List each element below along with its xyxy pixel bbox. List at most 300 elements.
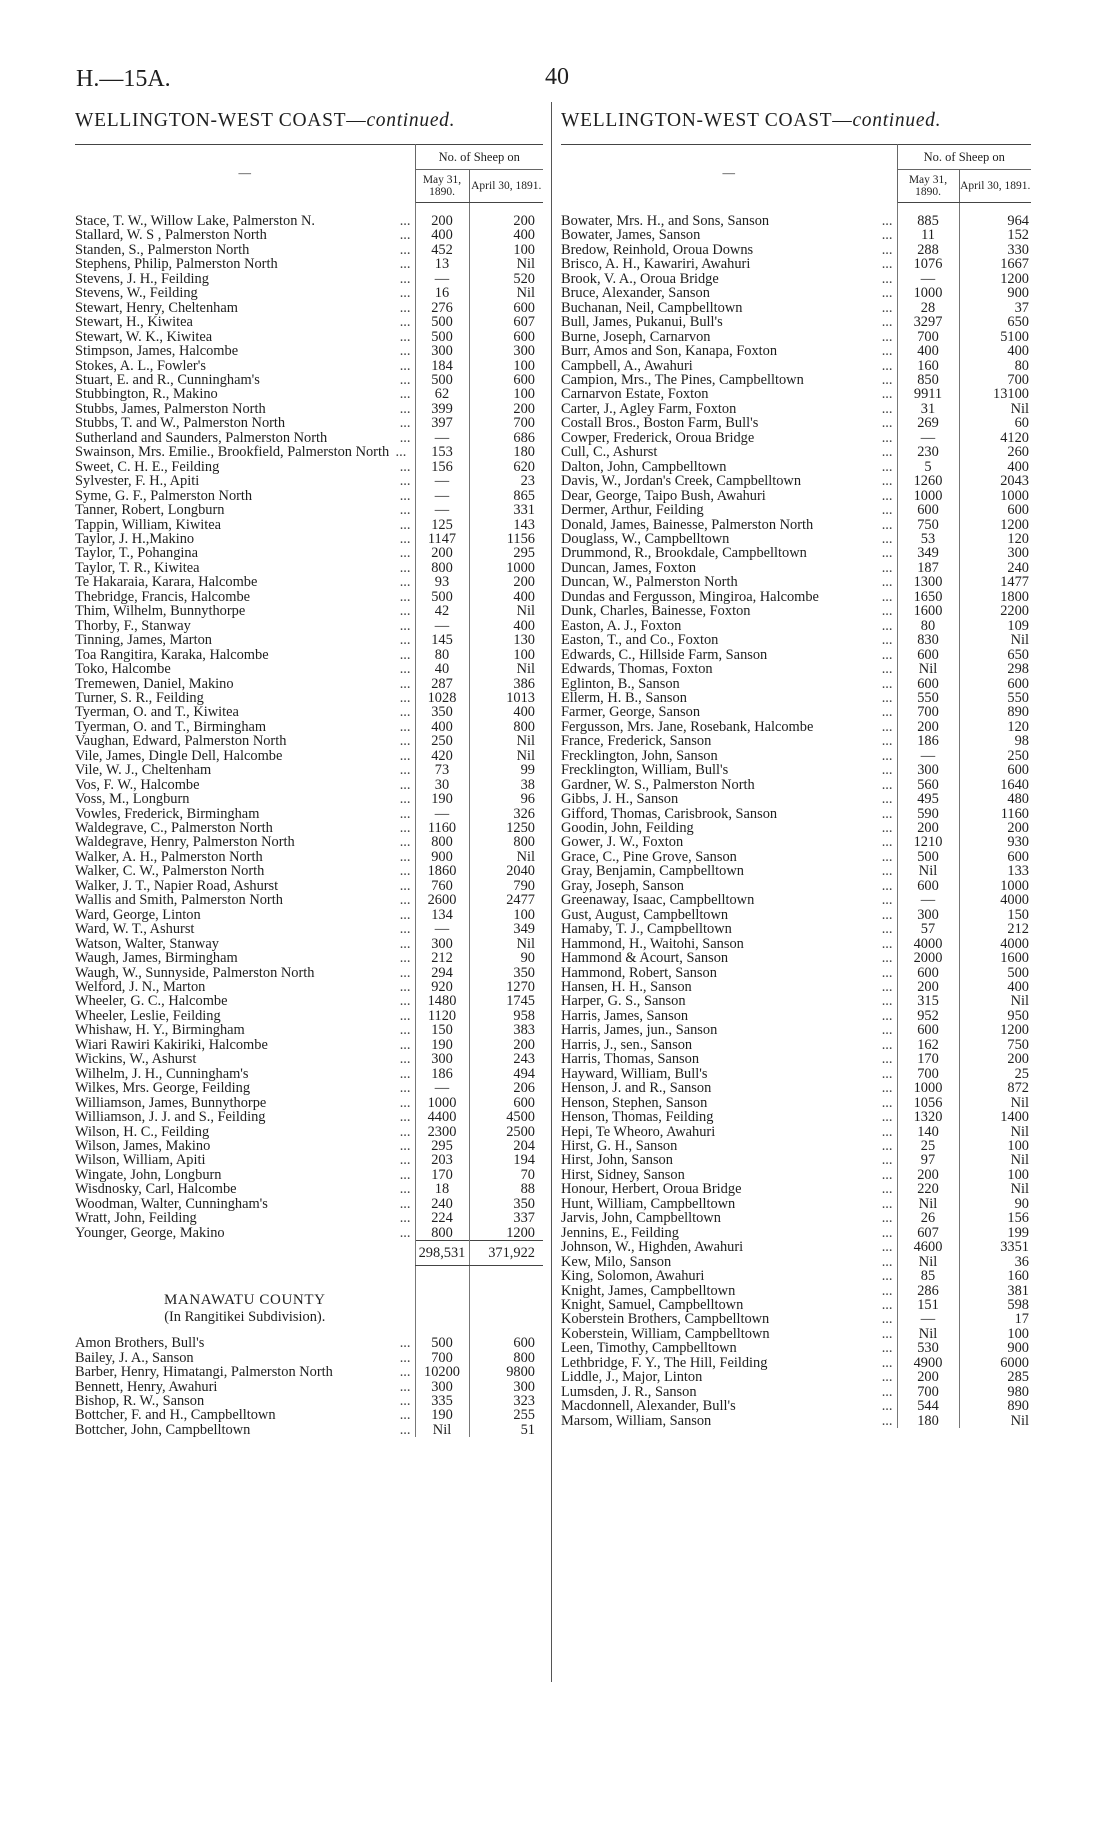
- leader-dots: ...: [879, 243, 893, 257]
- sheep-april-1891-cell: 800: [513, 835, 535, 850]
- sheep-may-1890-cell: 269: [897, 416, 959, 430]
- owner-name-text: Wickins, W., Ashurst: [75, 1052, 197, 1067]
- leader-dots: ...: [879, 763, 893, 777]
- owner-name-cell: [75, 575, 415, 589]
- sheep-may-1890-cell: 560: [897, 778, 959, 792]
- owner-name-text: Tremewen, Daniel, Makino: [75, 676, 234, 691]
- sheep-count-header: No. of Sheep on: [897, 145, 1031, 170]
- owner-name-cell: [561, 1009, 897, 1023]
- sheep-may-1890-cell: 600: [897, 879, 959, 893]
- owner-name-text: Hammond, H., Waitohi, Sanson: [561, 936, 744, 952]
- owner-name-text: Sweet, C. H. E., Feilding: [75, 459, 220, 475]
- right-column: [561, 110, 1031, 1428]
- table-row: [561, 951, 1031, 965]
- owner-name-text: Gower, J. W., Foxton: [561, 835, 684, 850]
- table-row: [75, 1125, 543, 1139]
- sheep-april-1891-cell: 337: [513, 1211, 535, 1226]
- owner-name-cell: [561, 937, 897, 951]
- owner-name-text: France, Frederick, Sanson: [561, 734, 712, 749]
- owner-name-cell: [75, 1182, 415, 1196]
- sheep-april-1891-cell: 598: [1007, 1297, 1029, 1313]
- leader-dots: ...: [397, 1394, 411, 1408]
- table-row: [75, 445, 543, 459]
- owner-name-text: Ellerm, H. B., Sanson: [561, 690, 687, 706]
- sheep-april-1891-cell: 600: [1007, 503, 1029, 518]
- table-row: [75, 416, 543, 430]
- owner-name-text: Wiari Rawiri Kakiriki, Halcombe: [75, 1037, 268, 1053]
- owner-name-text: Koberstein, William, Campbelltown: [561, 1326, 770, 1342]
- sheep-may-1890-cell: 300: [897, 908, 959, 922]
- sheep-april-1891-cell: 2500: [506, 1124, 535, 1139]
- sheep-april-1891-cell: 100: [1007, 1139, 1029, 1154]
- table-row: [561, 373, 1031, 387]
- sheep-april-1891-cell: 1640: [1000, 777, 1029, 793]
- total-april-1891: 371,922: [469, 1241, 543, 1266]
- leader-dots: ...: [397, 1139, 411, 1153]
- sheep-april-1891-cell: 6000: [1000, 1355, 1029, 1371]
- table-row: [561, 850, 1031, 864]
- owner-name-text: Burr, Amos and Son, Kanapa, Foxton: [561, 344, 778, 359]
- sheep-april-1891-cell: 1156: [506, 531, 535, 547]
- sheep-april-1891-cell: 285: [1007, 1370, 1029, 1385]
- table-row: [561, 203, 1031, 229]
- sheep-april-1891-cell: 1200: [1000, 517, 1029, 532]
- sheep-april-1891-cell: 1800: [1000, 589, 1029, 605]
- sheep-may-1890-cell: 276: [415, 301, 469, 315]
- right-title-text: WELLINGTON-WEST COAST—: [561, 110, 853, 131]
- owner-name-text: Wratt, John, Feilding: [75, 1211, 197, 1226]
- sheep-may-1890-cell: 2000: [897, 951, 959, 965]
- sheep-april-1891-cell: 60: [1014, 416, 1029, 431]
- sheep-may-1890-cell: 28: [897, 301, 959, 315]
- owner-name-text: Henson, Stephen, Sanson: [561, 1095, 708, 1111]
- table-row: [75, 1408, 543, 1422]
- sheep-may-1890-cell: —: [415, 431, 469, 445]
- sheep-april-1891-cell: 600: [513, 1095, 535, 1111]
- sheep-april-1891-cell: 300: [1007, 546, 1029, 561]
- sheep-may-1890-cell: 170: [897, 1052, 959, 1066]
- leader-dots: ...: [879, 1197, 893, 1211]
- owner-name-cell: [561, 1168, 897, 1182]
- sheep-april-1891-cell: 480: [1007, 792, 1029, 807]
- sheep-may-1890-cell: Nil: [897, 864, 959, 878]
- owner-name-text: Knight, Samuel, Campbelltown: [561, 1297, 744, 1313]
- sheep-april-1891-cell: 350: [513, 1196, 535, 1212]
- owner-name-text: Macdonnell, Alexander, Bull's: [561, 1399, 736, 1414]
- sheep-may-1890-cell: 700: [415, 1351, 469, 1365]
- sheep-april-1891-cell: Nil: [1010, 1182, 1029, 1197]
- owner-name-cell: [561, 431, 897, 445]
- table-row: [561, 893, 1031, 907]
- sheep-april-1891-cell: 160: [1007, 1269, 1029, 1284]
- owner-name-cell: [75, 720, 415, 734]
- owner-name-cell: [561, 705, 897, 719]
- sheep-april-1891-cell: 386: [513, 676, 535, 691]
- owner-name-cell: [75, 286, 415, 300]
- owner-name-text: Tappin, William, Kiwitea: [75, 517, 222, 532]
- sheep-april-1891-cell: Nil: [516, 748, 535, 764]
- sheep-may-1890-cell: 286: [897, 1284, 959, 1298]
- table-row: [561, 1168, 1031, 1182]
- owner-name-text: Te Hakaraia, Karara, Halcombe: [75, 575, 258, 590]
- sheep-may-1890-cell: 240: [415, 1197, 469, 1211]
- leader-dots: ...: [879, 1211, 893, 1225]
- owner-name-cell: [561, 980, 897, 994]
- leader-dots: ...: [879, 749, 893, 763]
- leader-dots: ...: [397, 503, 411, 517]
- owner-name-text: Tyerman, O. and T., Birmingham: [75, 719, 267, 735]
- sheep-april-1891-cell: 4120: [1000, 430, 1029, 446]
- sheep-april-1891-cell: 200: [513, 1037, 535, 1053]
- table-row: [561, 489, 1031, 503]
- sheep-april-1891-cell: 9800: [506, 1365, 535, 1380]
- sheep-april-1891-cell: 700: [1007, 372, 1029, 388]
- owner-name-cell: [561, 402, 897, 416]
- leader-dots: ...: [879, 994, 893, 1008]
- sheep-may-1890-cell: 200: [897, 1168, 959, 1182]
- sheep-april-1891-cell: 133: [1007, 864, 1029, 879]
- table-row: [75, 763, 543, 777]
- leader-dots: ...: [397, 330, 411, 344]
- table-row: [561, 937, 1031, 951]
- sheep-may-1890-cell: 212: [415, 951, 469, 965]
- sheep-april-1891-cell: 400: [1007, 344, 1029, 359]
- leader-dots: ...: [397, 1365, 411, 1379]
- owner-name-cell: [75, 807, 415, 821]
- table-row: [561, 1370, 1031, 1384]
- leader-dots: ...: [397, 460, 411, 474]
- owner-name-text: Campbell, A., Awahuri: [561, 358, 693, 373]
- leader-dots: ...: [879, 286, 893, 300]
- owner-name-cell: [75, 879, 415, 893]
- sheep-april-1891-cell: 686: [513, 430, 535, 446]
- sheep-april-1891-cell: 3351: [1000, 1240, 1029, 1255]
- leader-dots: ...: [397, 821, 411, 835]
- sheep-may-1890-cell: 93: [415, 575, 469, 589]
- sheep-may-1890-cell: 300: [897, 763, 959, 777]
- sheep-may-1890-cell: 399: [415, 402, 469, 416]
- sheep-april-1891-cell: 90: [1014, 1196, 1029, 1212]
- owner-name-cell: [75, 532, 415, 546]
- owner-name-cell: [75, 966, 415, 980]
- owner-name-text: Watson, Walter, Stanway: [75, 936, 219, 952]
- owner-name-text: Leen, Timothy, Campbelltown: [561, 1341, 737, 1356]
- sheep-april-1891-cell: 90: [520, 951, 535, 966]
- leader-dots: ...: [879, 705, 893, 719]
- name-column-header: —: [561, 145, 897, 203]
- sheep-may-1890-cell: 160: [897, 359, 959, 373]
- sheep-april-1891-cell: 1250: [506, 821, 535, 836]
- leader-dots: ...: [879, 1240, 893, 1254]
- sheep-may-1890-cell: 190: [415, 792, 469, 806]
- sheep-may-1890-cell: 700: [897, 1385, 959, 1399]
- table-row: [561, 648, 1031, 662]
- owner-name-cell: [75, 1067, 415, 1081]
- leader-dots: ...: [879, 937, 893, 951]
- owner-name-cell: [561, 1370, 897, 1384]
- table-row: [561, 1414, 1031, 1428]
- table-row: [561, 821, 1031, 835]
- april-1891-header: April 30, 1891.: [959, 170, 1031, 203]
- owner-name-cell: [561, 850, 897, 864]
- sheep-may-1890-cell: 220: [897, 1182, 959, 1196]
- table-row: [75, 1168, 543, 1182]
- sheep-may-1890-cell: 250: [415, 734, 469, 748]
- sheep-april-1891-cell: 383: [513, 1023, 535, 1038]
- sheep-april-1891-cell: Nil: [1010, 1153, 1029, 1168]
- leader-dots: ...: [397, 1067, 411, 1081]
- leader-dots: ...: [397, 864, 411, 878]
- leader-dots: ...: [397, 937, 411, 951]
- owner-name-cell: [75, 619, 415, 633]
- leader-dots: ...: [879, 1226, 893, 1240]
- owner-name-cell: [561, 561, 897, 575]
- sheep-may-1890-cell: 200: [897, 821, 959, 835]
- leader-dots: ...: [397, 387, 411, 401]
- owner-name-cell: [75, 1038, 415, 1052]
- sheep-may-1890-cell: 800: [415, 1226, 469, 1241]
- owner-name-text: Turner, S. R., Feilding: [75, 690, 204, 706]
- owner-name-text: Marsom, William, Sanson: [561, 1413, 712, 1429]
- table-row: [75, 633, 543, 647]
- leader-dots: ...: [397, 778, 411, 792]
- owner-name-cell: [561, 691, 897, 705]
- sheep-may-1890-cell: Nil: [415, 1423, 469, 1437]
- sheep-may-1890-cell: 200: [415, 546, 469, 560]
- owner-name-cell: [561, 1399, 897, 1413]
- owner-name-cell: [561, 1284, 897, 1298]
- sheep-may-1890-cell: 590: [897, 807, 959, 821]
- sheep-april-1891-cell: 109: [1007, 618, 1029, 634]
- owner-name-text: Waldegrave, C., Palmerston North: [75, 821, 273, 836]
- owner-name-cell: [75, 489, 415, 503]
- sheep-april-1891-cell: 620: [513, 459, 535, 475]
- table-row: [561, 575, 1031, 589]
- sheep-april-1891-cell: 900: [1007, 286, 1029, 301]
- owner-name-cell: [561, 286, 897, 300]
- table-row: [561, 691, 1031, 705]
- owner-name-cell: [75, 1325, 415, 1350]
- sheep-april-1891-cell: 96: [520, 792, 535, 807]
- sheep-may-1890-cell: —: [897, 749, 959, 763]
- leader-dots: ...: [879, 575, 893, 589]
- table-row: [561, 243, 1031, 257]
- owner-name-cell: [75, 705, 415, 719]
- owner-name-cell: [561, 590, 897, 604]
- owner-name-cell: [75, 980, 415, 994]
- sheep-may-1890-cell: 180: [897, 1414, 959, 1428]
- owner-name-cell: [75, 893, 415, 907]
- sheep-april-1891-cell: 51: [520, 1422, 535, 1438]
- table-row: [75, 460, 543, 474]
- leader-dots: ...: [397, 228, 411, 242]
- sheep-april-1891-cell: 1400: [1000, 1110, 1029, 1125]
- table-row: [75, 503, 543, 517]
- sheep-april-1891-cell: 349: [513, 922, 535, 937]
- table-row: [561, 228, 1031, 242]
- owner-name-text: Kew, Milo, Sanson: [561, 1254, 672, 1270]
- leader-dots: ...: [879, 1255, 893, 1269]
- leader-dots: ...: [397, 1153, 411, 1167]
- sheep-may-1890-cell: 287: [415, 677, 469, 691]
- leader-dots: ...: [397, 633, 411, 647]
- leader-dots: ...: [397, 575, 411, 589]
- table-row: [75, 662, 543, 676]
- sheep-may-1890-cell: 30: [415, 778, 469, 792]
- sheep-may-1890-cell: 500: [415, 315, 469, 329]
- sheep-may-1890-cell: 203: [415, 1153, 469, 1167]
- sheep-may-1890-cell: 53: [897, 532, 959, 546]
- owner-name-text: Stuart, E. and R., Cunningham's: [75, 372, 260, 388]
- owner-name-text: Wheeler, Leslie, Feilding: [75, 1008, 221, 1024]
- sheep-may-1890-cell: —: [897, 1312, 959, 1326]
- owner-name-cell: [561, 416, 897, 430]
- owner-name-cell: [75, 1197, 415, 1211]
- table-row: [561, 286, 1031, 300]
- owner-name-cell: [75, 633, 415, 647]
- leader-dots: ...: [397, 835, 411, 849]
- leader-dots: ...: [397, 1336, 411, 1350]
- section-subheading-row: [75, 1309, 543, 1325]
- table-row: [75, 1052, 543, 1066]
- owner-name-text: Stace, T. W., Willow Lake, Palmerston N.: [75, 212, 316, 229]
- table-row: [561, 1312, 1031, 1326]
- owner-name-cell: [75, 951, 415, 965]
- leader-dots: ...: [397, 373, 411, 387]
- table-row: [561, 1110, 1031, 1124]
- owner-name-text: Liddle, J., Major, Linton: [561, 1370, 703, 1385]
- owner-name-text: Wisdnosky, Carl, Halcombe: [75, 1182, 237, 1197]
- table-row: [75, 1182, 543, 1196]
- owner-name-cell: [75, 1168, 415, 1182]
- sheep-may-1890-cell: 2300: [415, 1125, 469, 1139]
- sheep-april-1891-cell: 1667: [1000, 257, 1029, 272]
- sheep-may-1890-cell: 1860: [415, 864, 469, 878]
- leader-dots: ...: [879, 387, 893, 401]
- sheep-april-1891-cell: 1200: [1000, 271, 1029, 287]
- sheep-may-1890-cell: 11: [897, 228, 959, 242]
- sheep-may-1890-cell: 295: [415, 1139, 469, 1153]
- sheep-may-1890-cell: 550: [897, 691, 959, 705]
- owner-name-text: Waugh, James, Birmingham: [75, 951, 238, 966]
- sheep-may-1890-cell: 5: [897, 460, 959, 474]
- owner-name-cell: [75, 1211, 415, 1225]
- owner-name-cell: [561, 1269, 897, 1283]
- sheep-may-1890-cell: 349: [897, 546, 959, 560]
- owner-name-text: Cowper, Frederick, Oroua Bridge: [561, 430, 755, 446]
- sheep-may-1890-cell: 830: [897, 633, 959, 647]
- table-row: [75, 373, 543, 387]
- table-row: [561, 879, 1031, 893]
- owner-name-text: Stubbs, T. and W., Palmerston North: [75, 416, 286, 431]
- owner-name-cell: [75, 228, 415, 242]
- sheep-may-1890-cell: 1056: [897, 1096, 959, 1110]
- table-row: [75, 937, 543, 951]
- owner-name-cell: [75, 937, 415, 951]
- sheep-may-1890-cell: 156: [415, 460, 469, 474]
- table-row: [75, 734, 543, 748]
- owner-name-cell: [561, 1125, 897, 1139]
- owner-name-text: Walker, J. T., Napier Road, Ashurst: [75, 878, 279, 894]
- table-row: [75, 705, 543, 719]
- owner-name-cell: [75, 734, 415, 748]
- left-sheep-table: [75, 144, 543, 1437]
- sheep-may-1890-cell: —: [415, 272, 469, 286]
- owner-name-cell: [561, 951, 897, 965]
- sheep-may-1890-cell: —: [897, 431, 959, 445]
- owner-name-text: Bruce, Alexander, Sanson: [561, 286, 710, 301]
- table-row: [75, 677, 543, 691]
- sheep-april-1891-cell: 152: [1007, 228, 1029, 243]
- sheep-april-1891-cell: 143: [513, 517, 535, 532]
- owner-name-text: Harris, J., sen., Sanson: [561, 1037, 693, 1053]
- leader-dots: ...: [397, 561, 411, 575]
- owner-name-text: Stallard, W. S , Palmerston North: [75, 228, 267, 243]
- owner-name-cell: [561, 387, 897, 401]
- sheep-april-1891-cell: 100: [1007, 1326, 1029, 1342]
- table-row: [561, 1298, 1031, 1312]
- owner-name-text: Bowater, Mrs. H., and Sons, Sanson: [561, 212, 770, 229]
- sheep-may-1890-cell: 294: [415, 966, 469, 980]
- table-row: [75, 835, 543, 849]
- sheep-may-1890-cell: 600: [897, 1023, 959, 1037]
- leader-dots: ...: [879, 966, 893, 980]
- owner-name-text: Bottcher, John, Campbelltown: [75, 1422, 251, 1438]
- table-row: [561, 503, 1031, 517]
- sheep-april-1891-cell: Nil: [516, 286, 535, 301]
- owner-name-text: Swainson, Mrs. Emilie., Brookfield, Palmerston North: [75, 445, 390, 460]
- sheep-may-1890-cell: 500: [897, 850, 959, 864]
- table-row: [561, 330, 1031, 344]
- leader-dots: ...: [397, 1226, 411, 1240]
- owner-name-text: Tyerman, O. and T., Kiwitea: [75, 705, 239, 720]
- owner-name-cell: [561, 619, 897, 633]
- table-row: [561, 1356, 1031, 1370]
- sheep-april-1891-cell: Nil: [516, 849, 535, 865]
- table-row: [75, 286, 543, 300]
- owner-name-text: Wilson, H. C., Feilding: [75, 1124, 210, 1139]
- owner-name-text: Williamson, James, Bunnythorpe: [75, 1095, 267, 1111]
- sheep-april-1891-cell: 930: [1007, 835, 1029, 850]
- owner-name-text: Hirst, G. H., Sanson: [561, 1139, 678, 1154]
- owner-name-text: Frecklington, William, Bull's: [561, 763, 729, 778]
- table-row: [75, 1009, 543, 1023]
- owner-name-text: Taylor, J. H.,Makino: [75, 531, 195, 547]
- owner-name-cell: [561, 1197, 897, 1211]
- sheep-april-1891-cell: 1745: [506, 994, 535, 1009]
- table-row: [75, 489, 543, 503]
- table-row: [75, 546, 543, 560]
- sheep-april-1891-cell: 99: [520, 763, 535, 778]
- sheep-april-1891-cell: Nil: [1010, 401, 1029, 417]
- leader-dots: ...: [397, 966, 411, 980]
- owner-name-cell: [561, 1356, 897, 1370]
- sheep-may-1890-cell: 530: [897, 1341, 959, 1355]
- owner-name-cell: [561, 1341, 897, 1355]
- sheep-may-1890-cell: 920: [415, 980, 469, 994]
- owner-name-text: Buchanan, Neil, Campbelltown: [561, 300, 743, 316]
- leader-dots: ...: [397, 272, 411, 286]
- sheep-april-1891-cell: 381: [1007, 1283, 1029, 1298]
- owner-name-cell: [561, 546, 897, 560]
- leader-dots: ...: [879, 792, 893, 806]
- leader-dots: ...: [879, 402, 893, 416]
- owner-name-cell: [561, 474, 897, 488]
- owner-name-cell: [561, 1081, 897, 1095]
- owner-name-text: Douglass, W., Campbelltown: [561, 531, 730, 547]
- owner-name-text: Henson, J. and R., Sanson: [561, 1081, 712, 1096]
- owner-name-text: Knight, James, Campbelltown: [561, 1283, 736, 1298]
